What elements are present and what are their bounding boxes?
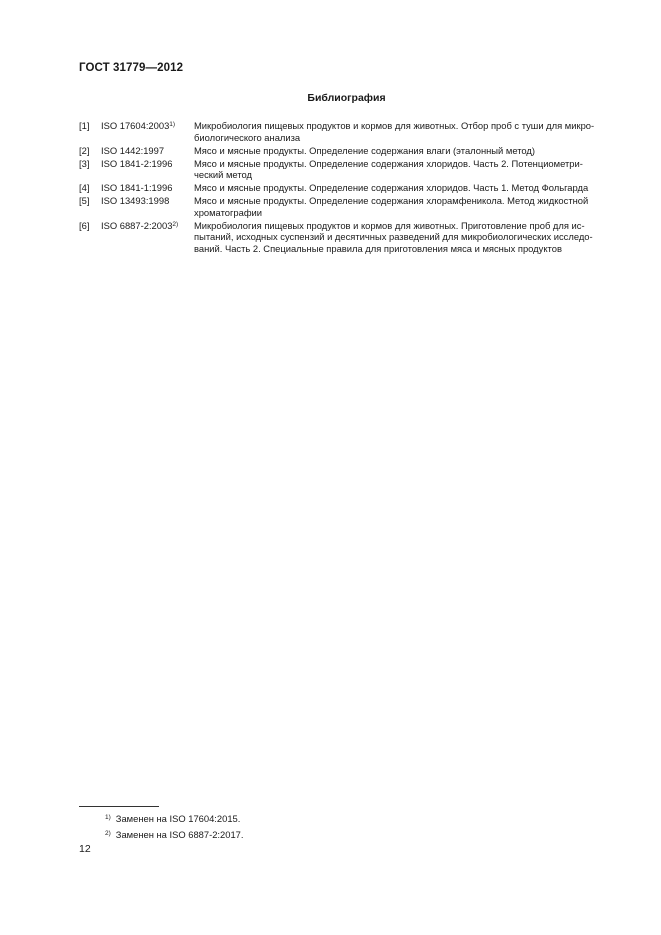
entry-number: [6] — [79, 219, 90, 231]
entry-description: Мясо и мясные продукты. Определение содержания хлорамфеникола. Метод жидкостной хроматографии — [194, 195, 589, 218]
entry-standard-code: ISO 1841-2:1996 — [101, 157, 173, 169]
entry-description: Микробиология пищевых продуктов и кормов для животных. Отбор проб с туши для микро- биологического анализа — [194, 120, 595, 143]
footnote-text: Заменен на ISO 6887-2:2017. — [115, 829, 244, 840]
bibliography-entry — [79, 158, 619, 181]
footnote — [105, 827, 244, 843]
page-number: 12 — [79, 843, 91, 855]
bibliography-entry — [79, 145, 619, 157]
footnote-mark: 2) — [105, 830, 111, 837]
section-title-text: Библиография — [307, 92, 386, 104]
footnote-ref: 1) — [169, 121, 176, 128]
entry-standard-code: ISO 17604:2003$^{1)}$ — [101, 120, 176, 131]
footnotes — [105, 811, 244, 843]
entry-number: [5] — [79, 195, 90, 207]
entry-number: [3] — [79, 157, 90, 169]
entry-standard-code: ISO 1841-1:1996 — [101, 182, 173, 194]
entry-standard-code: ISO 1442:1997 — [101, 144, 165, 156]
footnote-mark: 1) — [105, 814, 111, 821]
bibliography-entry — [79, 220, 619, 255]
bibliography-entry — [79, 195, 619, 218]
section-title — [0, 92, 661, 104]
entry-standard-code: ISO 13493:1998 — [101, 195, 170, 207]
entry-standard-code: ISO 6887-2:2003$^{2)}$ — [101, 219, 179, 231]
footnote-divider — [79, 806, 159, 807]
footnote-text: Заменен на ISO 17604:2015. — [115, 813, 241, 824]
entry-description: Мясо и мясные продукты. Определение содержания хлоридов. Часть 2. Потенциометри- ческий метод — [194, 157, 583, 181]
footnote-ref: 2) — [172, 220, 179, 228]
footnote — [105, 811, 244, 827]
entry-description: Микробиология пищевых продуктов и кормов для животных. Приготовление проб для ис- пытаний, исходных суспензий и десятичных разведений для микробиологических исследо- ваний. Часть 2. Специальные правила для приготовления мяса и мясных продуктов — [194, 219, 593, 254]
entry-description: Мясо и мясные продукты. Определение содержания влаги (эталонный метод) — [194, 144, 536, 156]
bibliography-entry — [79, 120, 619, 143]
entry-number: [1] — [79, 120, 90, 131]
entry-description: Мясо и мясные продукты. Определение содержания хлоридов. Часть 1. Метод Фольгарда — [194, 182, 589, 194]
entry-number: [2] — [79, 144, 90, 156]
bibliography-entry — [79, 182, 619, 194]
entry-number: [4] — [79, 182, 90, 194]
bibliography-list — [79, 120, 619, 256]
document-header: ГОСТ 31779—2012 — [79, 62, 184, 74]
